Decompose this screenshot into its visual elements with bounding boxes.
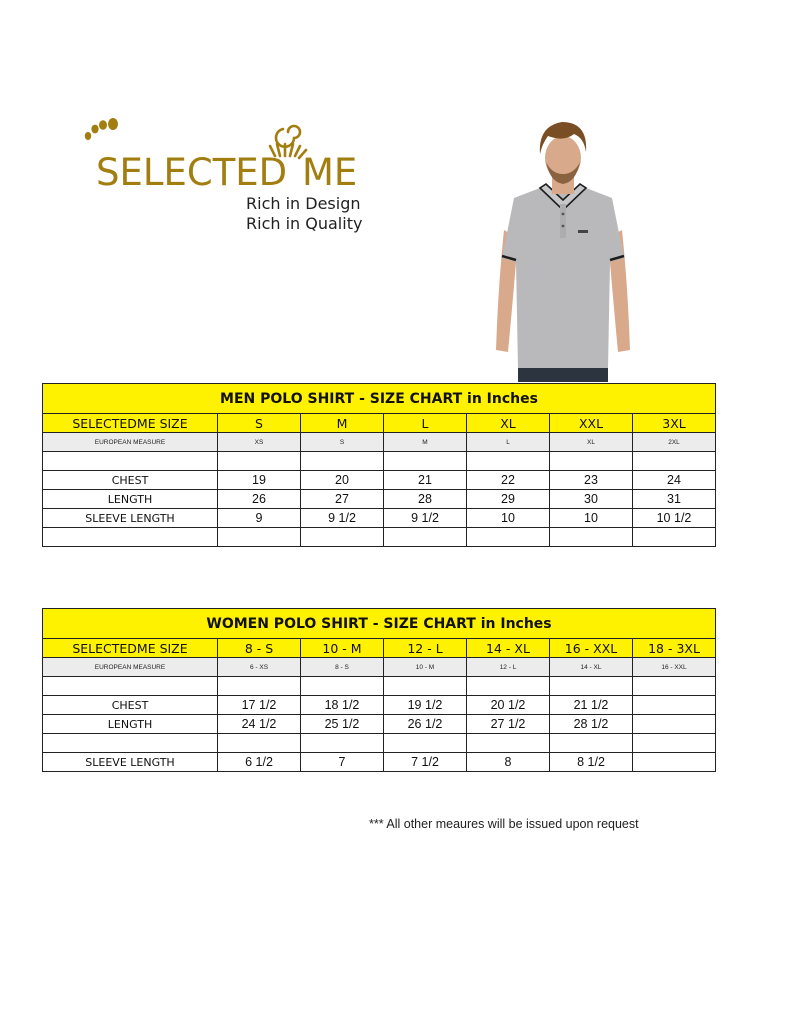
table-cell: [218, 528, 301, 547]
table-cell: 28 1/2: [550, 715, 633, 734]
women-chart-title: WOMEN POLO SHIRT - SIZE CHART in Inches: [43, 609, 716, 639]
table-cell: [43, 677, 218, 696]
table-row: [43, 452, 716, 471]
table-cell: 21 1/2: [550, 696, 633, 715]
table-cell: 27 1/2: [467, 715, 550, 734]
table-cell: [218, 452, 301, 471]
table-cell: 26 1/2: [384, 715, 467, 734]
european-cell: 2XL: [633, 433, 716, 452]
size-header-cell: 14 - XL: [467, 639, 550, 658]
table-cell: 10 1/2: [633, 509, 716, 528]
women-european-row: [43, 658, 716, 677]
table-cell: [301, 528, 384, 547]
model-photo: [488, 118, 638, 382]
size-header-cell: 16 - XXL: [550, 639, 633, 658]
table-cell: 18 1/2: [301, 696, 384, 715]
brand-logo: [78, 118, 378, 238]
row-label: CHEST: [43, 696, 218, 715]
women-size-header-row: [43, 639, 716, 658]
size-header-cell: L: [384, 414, 467, 433]
size-header-cell: 12 - L: [384, 639, 467, 658]
table-cell: [550, 734, 633, 753]
table-cell: [467, 528, 550, 547]
table-cell: [467, 734, 550, 753]
tagline-quality: Rich in Quality: [246, 214, 363, 233]
brand-name-me: ME: [302, 151, 358, 194]
table-cell: [633, 696, 716, 715]
table-cell: 9 1/2: [301, 509, 384, 528]
table-cell: 28: [384, 490, 467, 509]
row-label: SLEEVE LENGTH: [43, 509, 218, 528]
table-cell: [550, 452, 633, 471]
size-header-cell: SELECTEDME SIZE: [43, 639, 218, 658]
row-label: LENGTH: [43, 715, 218, 734]
table-row: [43, 471, 716, 490]
table-cell: [550, 677, 633, 696]
european-cell: L: [467, 433, 550, 452]
table-cell: [43, 452, 218, 471]
european-cell: 16 - XXL: [633, 658, 716, 677]
table-cell: 23: [550, 471, 633, 490]
table-cell: 19 1/2: [384, 696, 467, 715]
table-row: [43, 715, 716, 734]
european-cell: 10 - M: [384, 658, 467, 677]
size-header-cell: XXL: [550, 414, 633, 433]
table-cell: 9: [218, 509, 301, 528]
size-header-cell: 3XL: [633, 414, 716, 433]
row-label: LENGTH: [43, 490, 218, 509]
table-cell: [301, 677, 384, 696]
table-cell: 6 1/2: [218, 753, 301, 772]
row-label: CHEST: [43, 471, 218, 490]
size-header-cell: XL: [467, 414, 550, 433]
table-cell: 24: [633, 471, 716, 490]
european-cell: 14 - XL: [550, 658, 633, 677]
table-cell: 10: [550, 509, 633, 528]
european-cell: EUROPEAN MEASURE: [43, 658, 218, 677]
european-cell: XS: [218, 433, 301, 452]
table-cell: [633, 677, 716, 696]
table-cell: [384, 677, 467, 696]
table-cell: 8: [467, 753, 550, 772]
table-cell: 29: [467, 490, 550, 509]
brand-name: SELECTED: [96, 151, 288, 194]
table-cell: [43, 528, 218, 547]
table-cell: [301, 734, 384, 753]
size-header-cell: M: [301, 414, 384, 433]
table-cell: 7: [301, 753, 384, 772]
table-cell: [633, 734, 716, 753]
european-cell: M: [384, 433, 467, 452]
table-cell: [218, 677, 301, 696]
table-cell: [633, 452, 716, 471]
table-cell: 7 1/2: [384, 753, 467, 772]
table-row: [43, 734, 716, 753]
table-cell: 19: [218, 471, 301, 490]
table-cell: 25 1/2: [301, 715, 384, 734]
table-cell: 22: [467, 471, 550, 490]
table-row: [43, 528, 716, 547]
table-cell: [218, 734, 301, 753]
table-cell: [633, 528, 716, 547]
table-cell: 20: [301, 471, 384, 490]
table-cell: 31: [633, 490, 716, 509]
table-cell: 21: [384, 471, 467, 490]
table-cell: 20 1/2: [467, 696, 550, 715]
men-size-header-row: [43, 414, 716, 433]
european-cell: S: [301, 433, 384, 452]
table-cell: [633, 715, 716, 734]
row-label: SLEEVE LENGTH: [43, 753, 218, 772]
table-cell: 10: [467, 509, 550, 528]
size-header-cell: SELECTEDME SIZE: [43, 414, 218, 433]
size-header-cell: 10 - M: [301, 639, 384, 658]
men-size-chart: [42, 383, 716, 547]
table-cell: 9 1/2: [384, 509, 467, 528]
table-cell: 30: [550, 490, 633, 509]
table-cell: 8 1/2: [550, 753, 633, 772]
european-cell: 8 - S: [301, 658, 384, 677]
table-cell: [384, 528, 467, 547]
table-row: [43, 490, 716, 509]
women-size-chart: [42, 608, 716, 772]
footnote: *** All other meaures will be issued upon request: [369, 817, 639, 831]
table-row: [43, 677, 716, 696]
table-cell: 26: [218, 490, 301, 509]
table-cell: 27: [301, 490, 384, 509]
table-cell: [467, 452, 550, 471]
table-row: [43, 696, 716, 715]
table-cell: 17 1/2: [218, 696, 301, 715]
tagline-design: Rich in Design: [246, 194, 361, 213]
european-cell: 6 - XS: [218, 658, 301, 677]
european-cell: 12 - L: [467, 658, 550, 677]
men-chart-title: MEN POLO SHIRT - SIZE CHART in Inches: [43, 384, 716, 414]
table-cell: 24 1/2: [218, 715, 301, 734]
table-cell: [467, 677, 550, 696]
table-cell: [550, 528, 633, 547]
table-cell: [43, 734, 218, 753]
size-header-cell: 8 - S: [218, 639, 301, 658]
table-cell: [301, 452, 384, 471]
men-european-row: [43, 433, 716, 452]
size-header-cell: S: [218, 414, 301, 433]
table-cell: [633, 753, 716, 772]
table-row: [43, 509, 716, 528]
european-cell: XL: [550, 433, 633, 452]
table-row: [43, 753, 716, 772]
european-cell: EUROPEAN MEASURE: [43, 433, 218, 452]
size-header-cell: 18 - 3XL: [633, 639, 716, 658]
table-cell: [384, 734, 467, 753]
table-cell: [384, 452, 467, 471]
